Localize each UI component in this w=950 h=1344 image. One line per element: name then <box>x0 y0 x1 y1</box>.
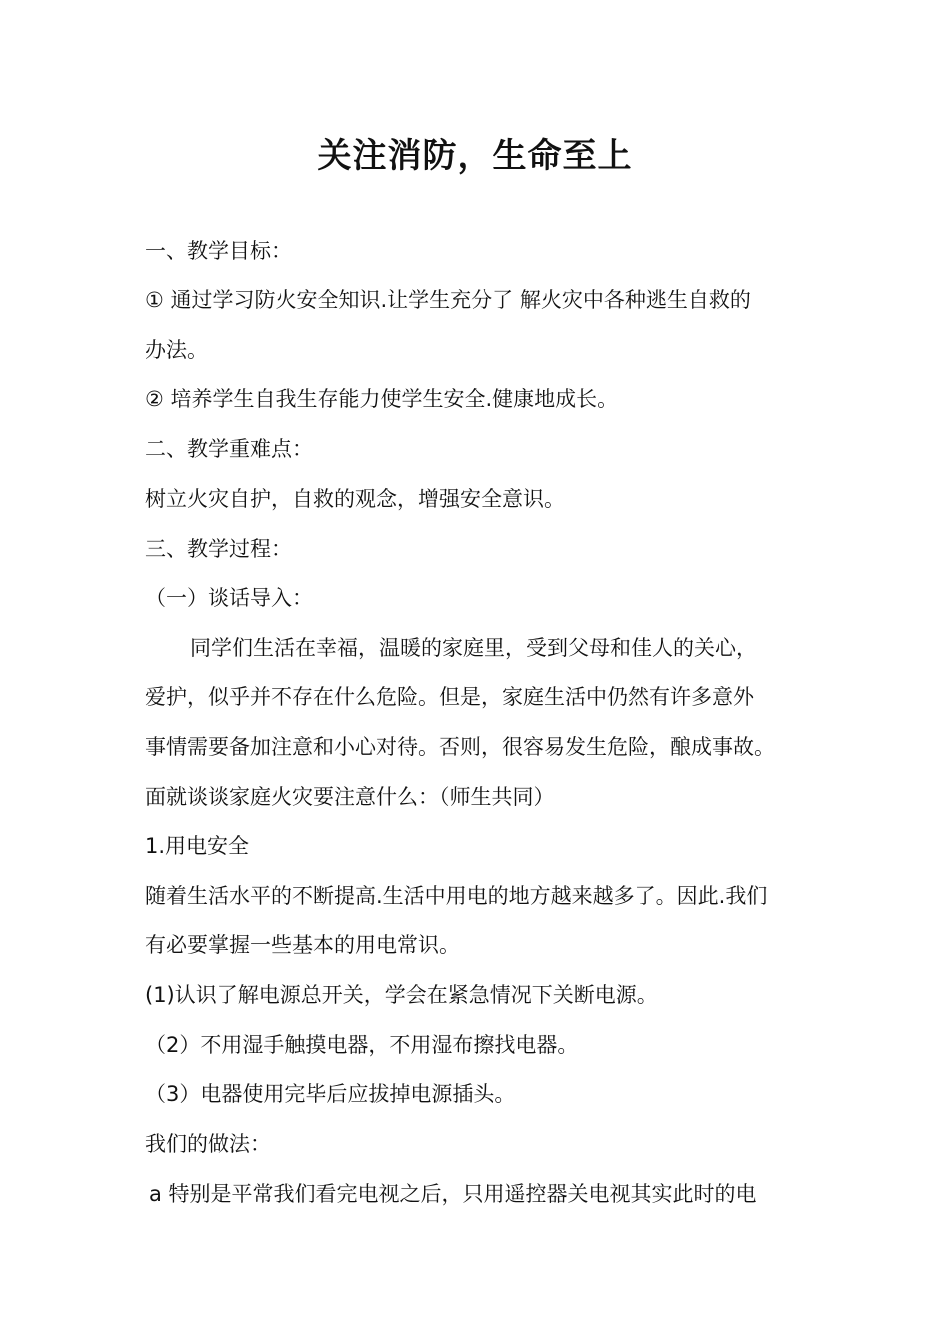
electric-rule-3: （3）电器使用完毕后应拔掉电源插头。 <box>145 1082 516 1106</box>
key-points-text: 树立火灾自护，自救的观念，增强安全意识。 <box>145 487 565 511</box>
electric-rule-1: (1)认识了解电源总开关，学会在紧急情况下关断电源。 <box>145 983 658 1007</box>
document-title: 关注消防，生命至上 <box>317 136 633 176</box>
objective-item-2: ② 培养学生自我生存能力使学生安全.健康地成长。 <box>145 387 619 411</box>
intro-paragraph-line-4: 面就谈谈家庭火灾要注意什么：（师生共同） <box>145 785 555 809</box>
objective-item-1-cont: 办法。 <box>145 338 208 362</box>
intro-paragraph-line-2: 爱护，似乎并不存在什么危险。但是，家庭生活中仍然有许多意外 <box>145 685 754 709</box>
our-practice-heading: 我们的做法： <box>145 1132 271 1156</box>
electric-rule-2: （2）不用湿手触摸电器，不用湿布擦找电器。 <box>145 1033 579 1057</box>
electric-paragraph-line-1: 随着生活水平的不断提高.生活中用电的地方越来越多了。因此.我们 <box>145 884 768 908</box>
objective-item-1: ① 通过学习防火安全知识.让学生充分了 解火灾中各种逃生自救的 <box>145 288 751 312</box>
subsection-heading-intro: （一）谈话导入： <box>145 586 313 610</box>
section-heading-objectives: 一、教学目标： <box>145 239 292 263</box>
intro-paragraph-line-3: 事情需要备加注意和小心对待。否则，很容易发生危险，酿成事故。 <box>145 735 775 759</box>
section-heading-process: 三、教学过程： <box>145 537 292 561</box>
electric-paragraph-line-2: 有必要掌握一些基本的用电常识。 <box>145 933 460 957</box>
practice-item-a: a 特别是平常我们看完电视之后，只用遥控器关电视其实此时的电 <box>149 1182 757 1206</box>
subsection-heading-electric-safety: 1.用电安全 <box>145 834 250 858</box>
section-heading-key-points: 二、教学重难点： <box>145 437 313 461</box>
intro-paragraph-line-1: 同学们生活在幸福，温暖的家庭里，受到父母和佳人的关心， <box>190 636 757 660</box>
